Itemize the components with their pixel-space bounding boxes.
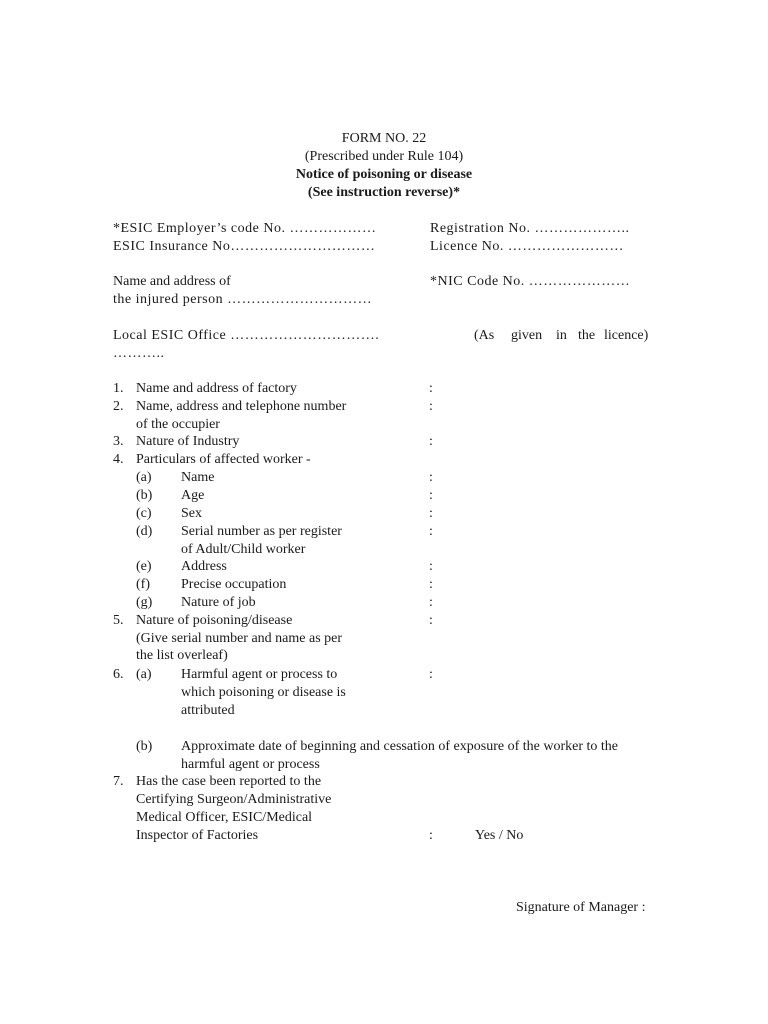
- insurance-no-field: ESIC Insurance No…………………………: [113, 239, 376, 254]
- form-title: Notice of poisoning or disease: [295, 167, 473, 182]
- field-colon: :: [429, 613, 433, 628]
- field-colon: :: [429, 595, 433, 610]
- prescribed-rule: (Prescribed under Rule 104): [304, 149, 464, 164]
- field-colon: :: [429, 667, 433, 682]
- sub-item-letter: (a): [136, 667, 152, 682]
- item-label-cont: the list overleaf): [136, 648, 228, 663]
- item-label: Nature of Industry: [136, 434, 240, 449]
- manager-signature-label: Signature of Manager :: [516, 900, 646, 915]
- local-office-field: Local ESIC Office ………………………….: [113, 328, 380, 343]
- instruction-note: (See instruction reverse)*: [307, 185, 461, 200]
- as-given-word-2: given: [511, 328, 543, 343]
- sub-item-label-cont: which poisoning or disease is: [181, 685, 346, 700]
- as-given-word-1: (As: [474, 328, 495, 343]
- item-number: 5.: [113, 613, 124, 628]
- field-colon: :: [429, 470, 433, 485]
- field-colon: :: [429, 828, 433, 843]
- nic-code-field: *NIC Code No. …………………: [430, 274, 631, 289]
- sub-item-label: Harmful agent or process to: [181, 667, 338, 682]
- item-label: Particulars of affected worker -: [136, 452, 311, 467]
- field-colon: :: [429, 488, 433, 503]
- item-label: Name and address of factory: [136, 381, 297, 396]
- item-label: Name, address and telephone number: [136, 399, 347, 414]
- sub-item-label: Serial number as per register: [181, 524, 342, 539]
- yes-no-option: Yes / No: [475, 828, 524, 843]
- employer-code-field: *ESIC Employer’s code No. ………………: [113, 221, 377, 236]
- field-colon: :: [429, 577, 433, 592]
- sub-item-letter: (a): [136, 470, 152, 485]
- sub-item-letter: (c): [136, 506, 152, 521]
- sub-item-label: Age: [181, 488, 205, 503]
- sub-item-label: Approximate date of beginning and cessation of exposure of the worker to the: [181, 739, 618, 754]
- form-number: FORM NO. 22: [341, 131, 427, 146]
- as-given-word-3: in: [556, 328, 567, 343]
- sub-item-label: Address: [181, 559, 227, 574]
- sub-item-label-cont: harmful agent or process: [181, 757, 320, 772]
- item-label-cont: of the occupier: [136, 417, 220, 432]
- sub-item-label-cont: attributed: [181, 703, 235, 718]
- sub-item-letter: (d): [136, 524, 153, 539]
- sub-item-label: Precise occupation: [181, 577, 287, 592]
- field-colon: :: [429, 399, 433, 414]
- injured-person-field: the injured person …………………………: [113, 292, 373, 307]
- item-label-cont: Certifying Surgeon/Administrative: [136, 792, 332, 807]
- sub-item-label: Sex: [181, 506, 202, 521]
- item-number: 7.: [113, 774, 124, 789]
- sub-item-letter: (g): [136, 595, 153, 610]
- licence-no-field: Licence No. ……………………: [430, 239, 624, 254]
- sub-item-letter: (b): [136, 488, 153, 503]
- field-colon: :: [429, 434, 433, 449]
- item-number: 6.: [113, 667, 124, 682]
- sub-item-letter: (f): [136, 577, 150, 592]
- field-colon: :: [429, 506, 433, 521]
- sub-item-letter: (b): [136, 739, 153, 754]
- item-number: 3.: [113, 434, 124, 449]
- field-colon: :: [429, 381, 433, 396]
- as-given-word-4: the: [578, 328, 596, 343]
- item-label-cont: (Give serial number and name as per: [136, 631, 343, 646]
- item-number: 2.: [113, 399, 124, 414]
- item-label: Has the case been reported to the: [136, 774, 322, 789]
- as-given-word-5: licence): [604, 328, 649, 343]
- local-office-dots: ………..: [113, 346, 165, 361]
- item-label-cont: Inspector of Factories: [136, 828, 259, 843]
- item-label-cont: Medical Officer, ESIC/Medical: [136, 810, 313, 825]
- name-address-label: Name and address of: [113, 274, 231, 289]
- registration-no-field: Registration No. ………………..: [430, 221, 630, 236]
- sub-item-label: Nature of job: [181, 595, 256, 610]
- item-number: 1.: [113, 381, 124, 396]
- sub-item-letter: (e): [136, 559, 152, 574]
- field-colon: :: [429, 559, 433, 574]
- item-label: Nature of poisoning/disease: [136, 613, 293, 628]
- sub-item-label-cont: of Adult/Child worker: [181, 542, 306, 557]
- field-colon: :: [429, 524, 433, 539]
- sub-item-label: Name: [181, 470, 215, 485]
- item-number: 4.: [113, 452, 124, 467]
